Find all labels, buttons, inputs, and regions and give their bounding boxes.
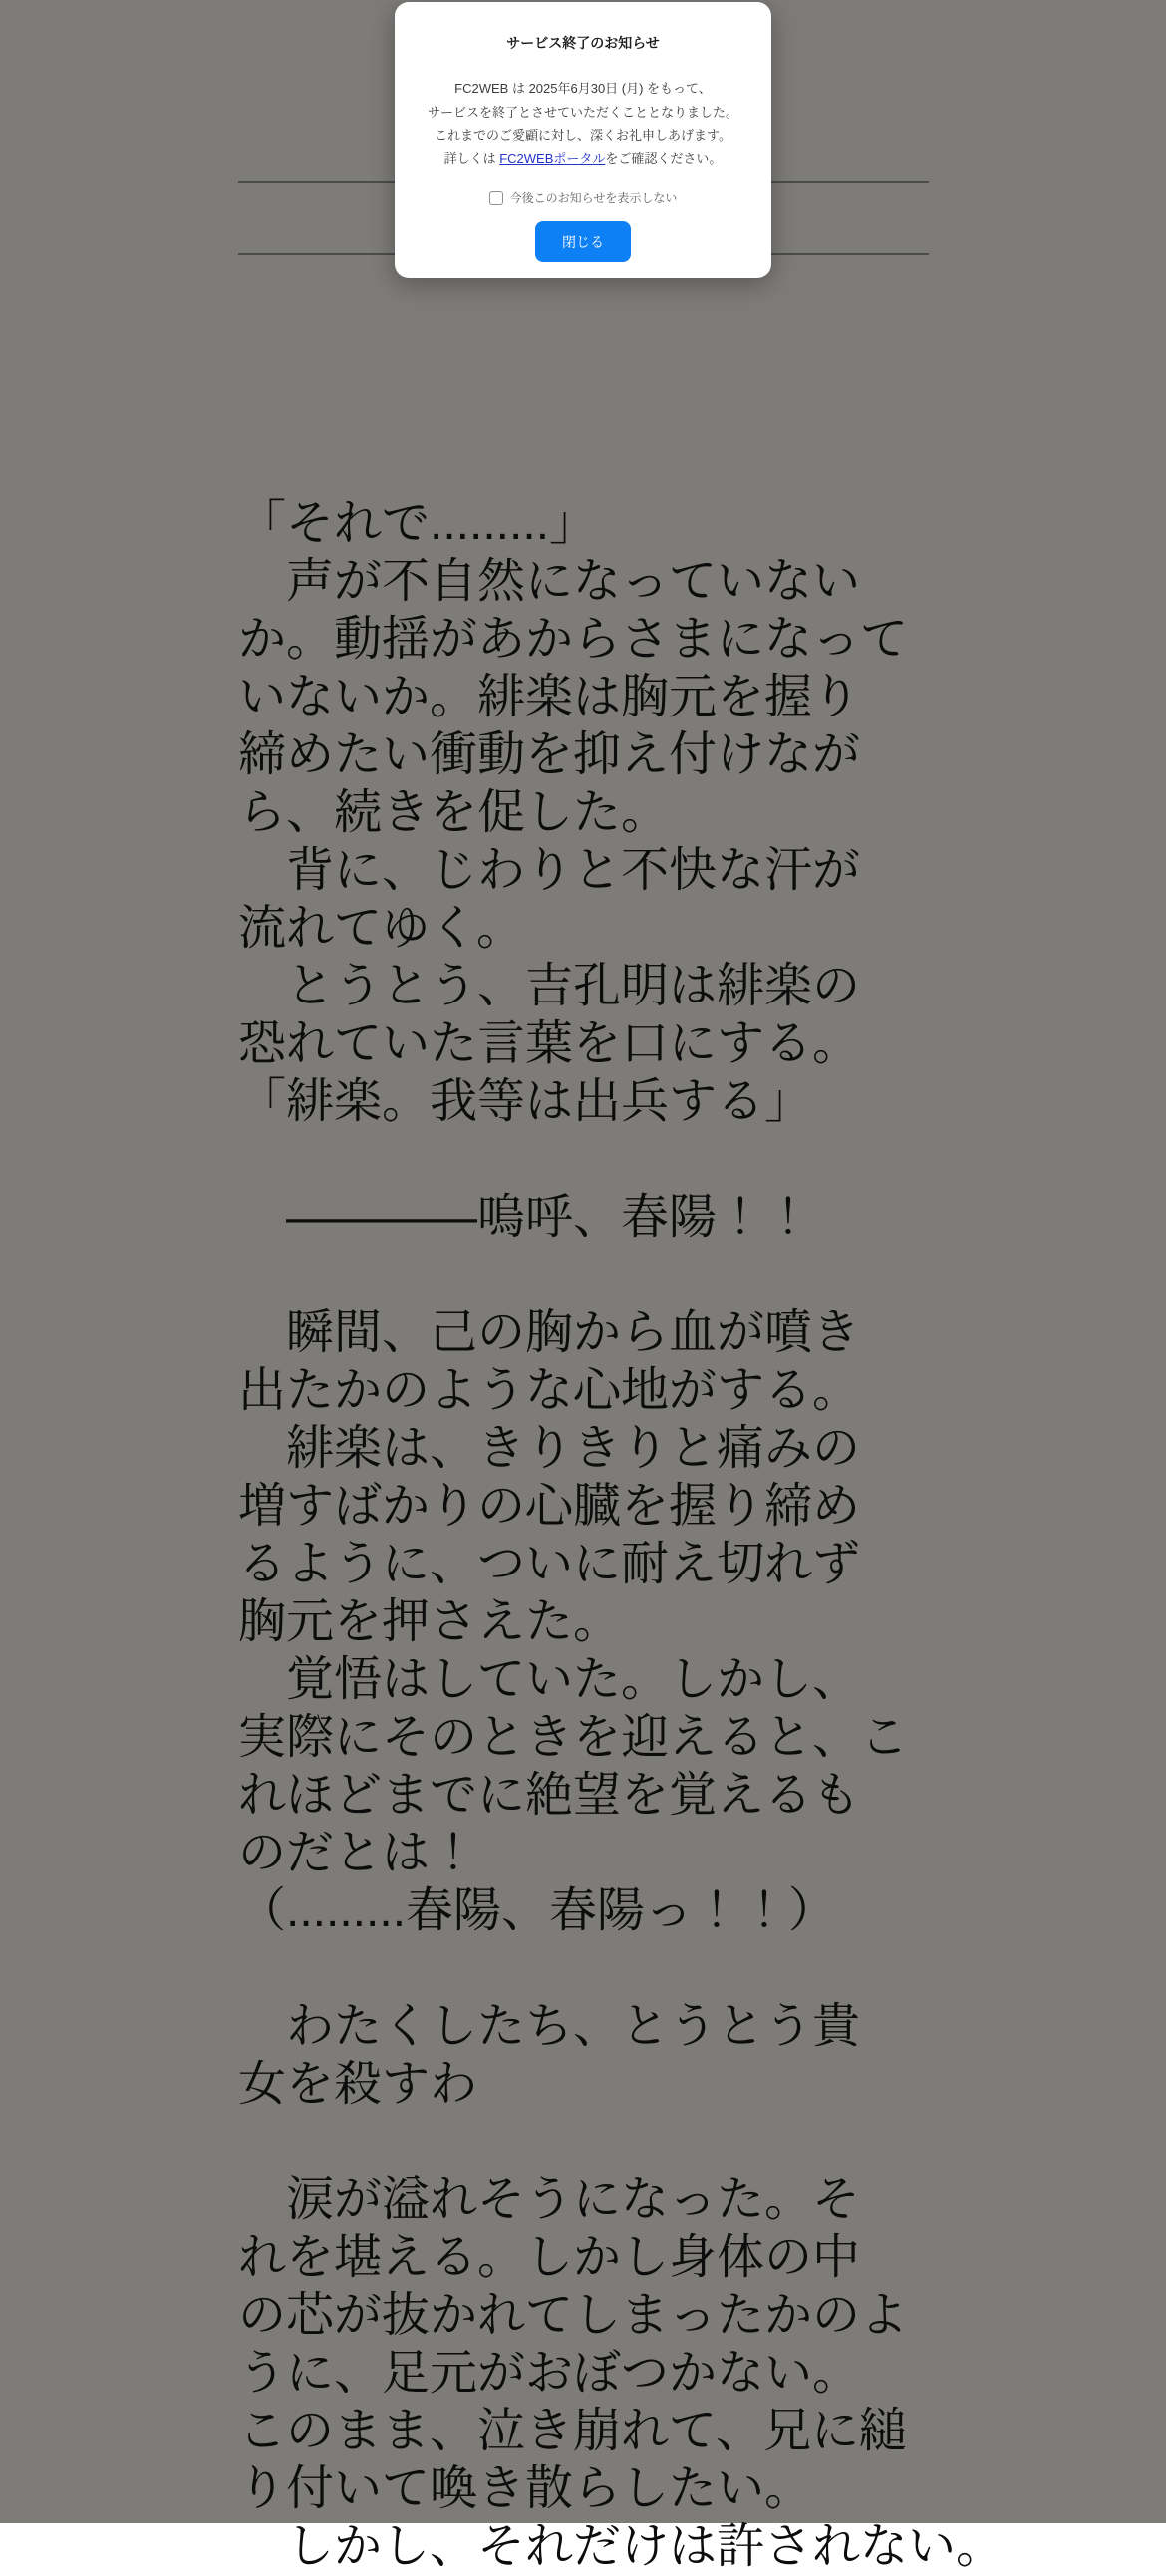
novel-text-line: 涙が溢れそうになった。そ bbox=[238, 2173, 861, 2226]
novel-text-line: 覚悟はしていた。しかし、 bbox=[238, 1653, 861, 1706]
novel-text-line: 緋楽は、きりきりと痛みの bbox=[238, 1422, 861, 1475]
dialog-message bbox=[395, 77, 771, 170]
novel-text-line: 背に、じわりと不快な汗が bbox=[238, 844, 861, 897]
novel-text-line bbox=[238, 1131, 962, 1189]
novel-text-line: の芯が抜かれてしまったかのよ bbox=[238, 2289, 909, 2342]
dont-show-again-label[interactable]: 今後このお知らせを表示しない bbox=[509, 191, 678, 205]
novel-text-line: 女を殺すわ bbox=[238, 2058, 478, 2111]
novel-text-line: 瞬間、己の胸から血が噴き bbox=[238, 1306, 861, 1359]
link-prefix-text: 詳しくは bbox=[443, 150, 500, 166]
novel-text-line: 増すばかりの心臓を握り締め bbox=[238, 1480, 861, 1533]
novel-text-line: るように、ついに耐え切れず bbox=[238, 1538, 861, 1590]
novel-text-line: このまま、泣き崩れて、兄に縋 bbox=[238, 2405, 908, 2457]
novel-text-line: 出たかのような心地がする。 bbox=[238, 1364, 861, 1417]
novel-text-line: 流れてゆく。 bbox=[238, 902, 525, 955]
dont-show-again-row bbox=[395, 189, 771, 206]
novel-text-line: 実際にそのときを迎えると、こ bbox=[238, 1711, 909, 1764]
novel-text-line: ら、続きを促した。 bbox=[238, 786, 670, 839]
novel-text-line: いないか。緋楽は胸元を握り bbox=[238, 671, 861, 723]
dont-show-again-checkbox[interactable] bbox=[489, 191, 503, 205]
novel-text-line: れを堪える。しかし身体の中 bbox=[238, 2231, 861, 2284]
novel-text-line: とうとう、吉孔明は緋楽の bbox=[238, 960, 861, 1012]
novel-text-line: 「緋楽。我等は出兵する」 bbox=[238, 1075, 813, 1128]
novel-text-line: 声が不自然になっていない bbox=[238, 555, 861, 608]
novel-text-line: うに、足元がおぼつかない。 bbox=[238, 2347, 861, 2400]
novel-text-line: しかし、それだけは許されない。 bbox=[238, 2520, 1005, 2573]
dialog-message-line: FC2WEB は 2025年6月30日 (月) をもって、 bbox=[454, 81, 712, 96]
novel-text-line: り付いて喚き散らしたい。 bbox=[238, 2462, 813, 2515]
novel-text-line: ――――嗚呼、春陽！！ bbox=[238, 1191, 813, 1244]
dialog-message-line: サービスを終了とさせていただくこととなりました。 bbox=[427, 104, 738, 120]
link-suffix-text: をご確認ください。 bbox=[605, 150, 723, 166]
novel-text-line bbox=[238, 1940, 962, 1998]
dialog-message-line bbox=[444, 151, 723, 166]
novel-text-line bbox=[238, 1247, 962, 1304]
novel-text-line: か。動揺があからさまになって bbox=[238, 613, 909, 666]
service-end-notice-dialog bbox=[395, 2, 771, 278]
dialog-message-line: これまでのご愛顧に対し、深くお礼申しあげます。 bbox=[435, 128, 731, 143]
novel-text-line: 胸元を押さえた。 bbox=[238, 1595, 622, 1648]
novel-text-line: れほどまでに絶望を覚えるも bbox=[238, 1769, 861, 1822]
novel-text-line: のだとは！ bbox=[238, 1827, 478, 1879]
novel-text-line: 恐れていた言葉を口にする。 bbox=[238, 1017, 861, 1070]
close-button[interactable]: 閉じる bbox=[535, 221, 631, 262]
fc2web-portal-link[interactable]: FC2WEBポータル bbox=[499, 150, 606, 166]
novel-text-line: 締めたい衝動を抑え付けなが bbox=[238, 728, 861, 781]
novel-text-line: 「それで.........」 bbox=[238, 497, 598, 550]
dialog-title: サービス終了のお知らせ bbox=[506, 35, 660, 51]
novel-text-line: わたくしたち、とうとう貴 bbox=[238, 2000, 861, 2053]
novel-text-line: （.........春陽、春陽っ！！） bbox=[238, 1884, 837, 1937]
novel-text bbox=[238, 495, 1005, 2576]
novel-text-line bbox=[238, 2114, 962, 2171]
